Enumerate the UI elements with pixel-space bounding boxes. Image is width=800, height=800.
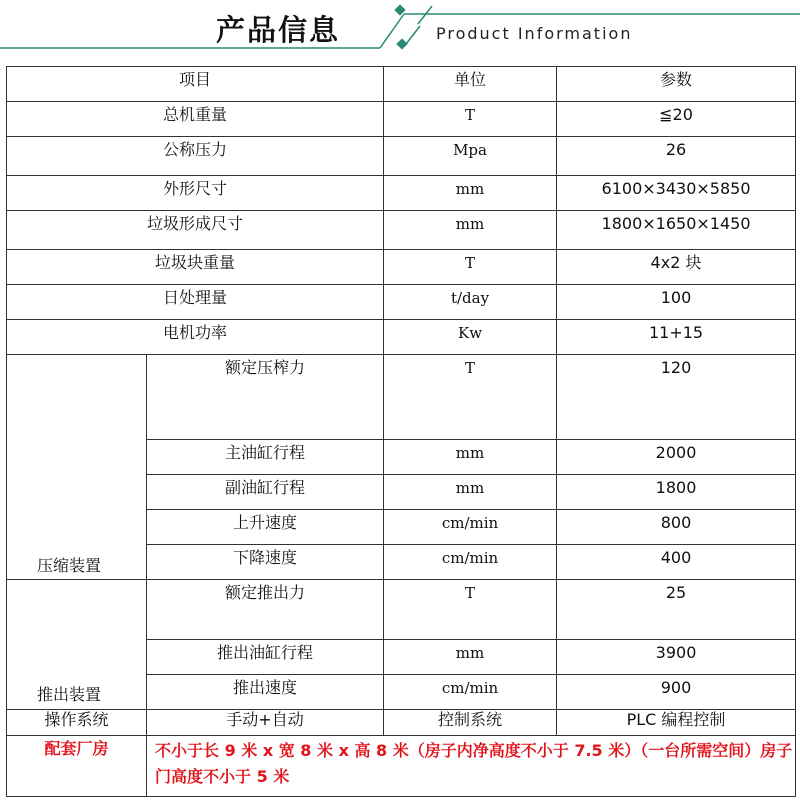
row-value: 800 — [557, 510, 796, 545]
header-unit: 单位 — [384, 67, 557, 102]
table-header-row — [7, 67, 796, 102]
row-unit: mm — [384, 211, 557, 250]
row-item: 垃圾块重量 — [7, 250, 384, 285]
row-item: 总机重量 — [7, 102, 384, 137]
table-row — [7, 285, 796, 320]
row-value: 4x2 块 — [557, 250, 796, 285]
header-value: 参数 — [557, 67, 796, 102]
row-item: 副油缸行程 — [147, 475, 384, 510]
row-value: 1800 — [557, 475, 796, 510]
table-row — [7, 580, 796, 640]
row-value: 11+15 — [557, 320, 796, 355]
row-unit: Kw — [384, 320, 557, 355]
row-unit: cm/min — [384, 545, 557, 580]
row-unit: T — [384, 355, 557, 440]
table-row — [7, 137, 796, 176]
row-unit: mm — [384, 440, 557, 475]
table-row — [7, 211, 796, 250]
table-row — [7, 355, 796, 440]
row-value: 400 — [557, 545, 796, 580]
header-item: 项目 — [7, 67, 384, 102]
row-unit: T — [384, 102, 557, 137]
row-unit: mm — [384, 176, 557, 211]
row-unit: cm/min — [384, 675, 557, 710]
row-unit: mm — [384, 640, 557, 675]
table-row — [7, 102, 796, 137]
control-label: 控制系统 — [384, 710, 557, 736]
table-row — [7, 736, 796, 797]
row-value: ≦20 — [557, 102, 796, 137]
group-label-push: 推出装置 — [7, 580, 147, 710]
table-row — [7, 176, 796, 211]
row-value: 100 — [557, 285, 796, 320]
plant-label: 配套厂房 — [7, 736, 147, 797]
section-header — [0, 0, 800, 58]
row-item: 垃圾形成尺寸 — [7, 211, 384, 250]
row-item: 主油缸行程 — [147, 440, 384, 475]
row-item: 额定推出力 — [147, 580, 384, 640]
row-item: 上升速度 — [147, 510, 384, 545]
row-item: 日处理量 — [7, 285, 384, 320]
row-value: 900 — [557, 675, 796, 710]
page-title: 产品信息 — [216, 13, 341, 47]
group-label-compression: 压缩装置 — [7, 355, 147, 580]
row-item: 电机功率 — [7, 320, 384, 355]
control-value: PLC 编程控制 — [557, 710, 796, 736]
row-item: 公称压力 — [7, 137, 384, 176]
row-item: 推出速度 — [147, 675, 384, 710]
row-unit: cm/min — [384, 510, 557, 545]
table-row — [7, 250, 796, 285]
operation-mode: 手动+自动 — [147, 710, 384, 736]
row-item: 额定压榨力 — [147, 355, 384, 440]
row-item: 推出油缸行程 — [147, 640, 384, 675]
row-value: 6100×3430×5850 — [557, 176, 796, 211]
plant-note: 不小于长 9 米 x 宽 8 米 x 高 8 米（房子内净高度不小于 7.5 米）（一台所需空间）房子门高度不小于 5 米 — [147, 736, 796, 797]
row-unit: t/day — [384, 285, 557, 320]
header-decoration-icon — [0, 0, 800, 58]
row-item: 下降速度 — [147, 545, 384, 580]
row-unit: Mpa — [384, 137, 557, 176]
row-item: 外形尺寸 — [7, 176, 384, 211]
row-unit: T — [384, 250, 557, 285]
spec-table — [6, 66, 796, 797]
row-value: 26 — [557, 137, 796, 176]
row-value: 25 — [557, 580, 796, 640]
row-value: 1800×1650×1450 — [557, 211, 796, 250]
table-row — [7, 320, 796, 355]
table-row — [7, 710, 796, 736]
page-subtitle: Product Information — [436, 24, 633, 43]
row-unit: mm — [384, 475, 557, 510]
row-value: 120 — [557, 355, 796, 440]
operation-label: 操作系统 — [7, 710, 147, 736]
row-unit: T — [384, 580, 557, 640]
row-value: 2000 — [557, 440, 796, 475]
row-value: 3900 — [557, 640, 796, 675]
